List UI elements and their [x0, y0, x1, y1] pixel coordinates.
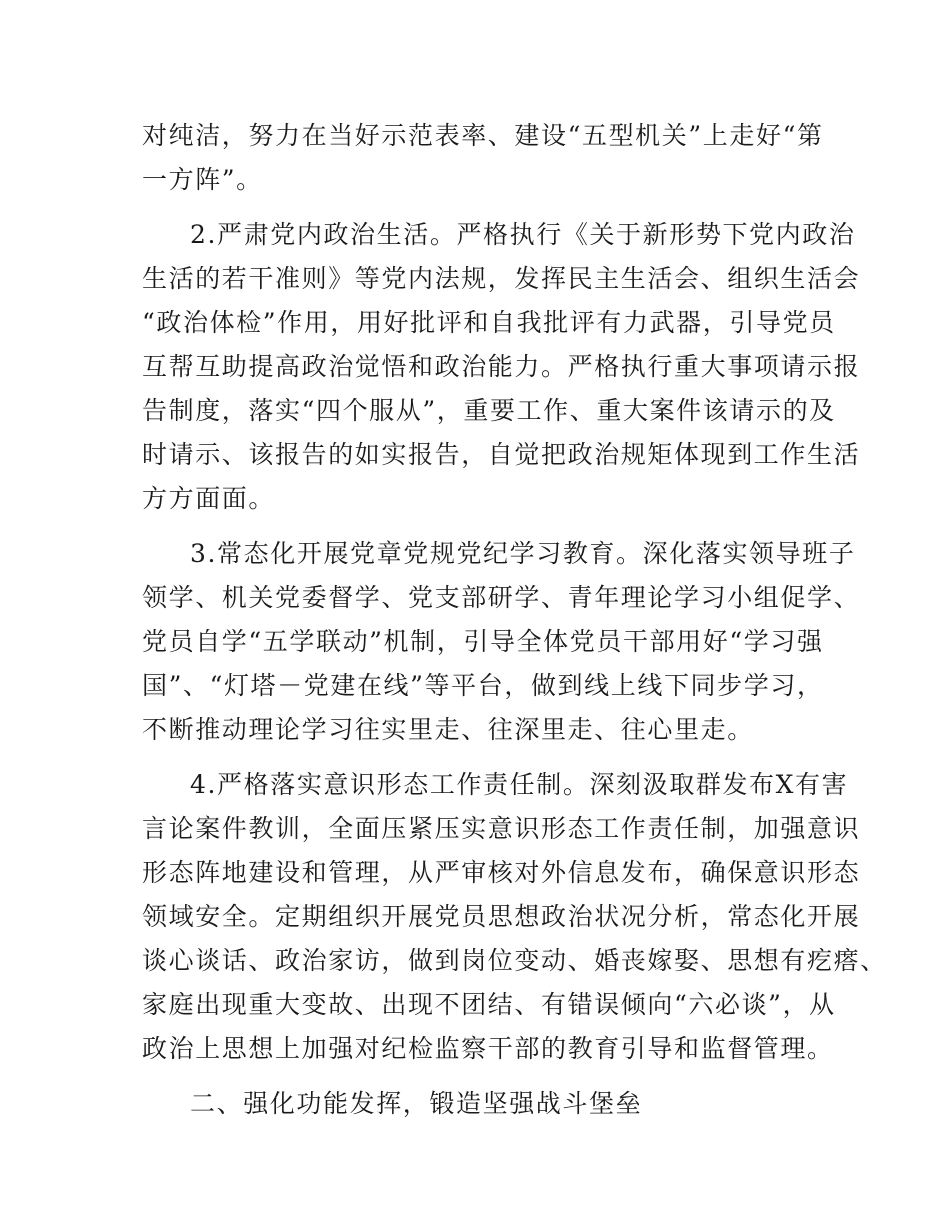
- text-line: 领域安全。定期组织开展党员思想政治状况分析，常态化开展: [142, 902, 861, 931]
- text-line: 形态阵地建设和管理，从严审核对外信息发布，确保意识形态: [142, 858, 861, 887]
- text-line: 党员自学“五学联动”机制，引导全体党员干部用好“学习强: [142, 627, 824, 656]
- paragraph-2-heading-line: 2.严肃党内政治生活。严格执行《关于新形势下党内政治: [190, 220, 856, 249]
- text-line: “政治体检”作用，用好批评和自我批评有力武器，引导党员: [142, 308, 836, 337]
- paragraph-4-heading-line: 4.严格落实意识形态工作责任制。深刻汲取群发布X有害: [190, 770, 849, 799]
- text-line: 家庭出现重大变故、出现不团结、有错误倾向“六必谈”，从: [142, 990, 836, 1019]
- text-line: 时请示、该报告的如实报告，自觉把政治规矩体现到工作生活: [142, 440, 861, 469]
- text-line: 不断推动理论学习往实里走、往深里走、往心里走。: [142, 715, 754, 744]
- text-line: 对纯洁，努力在当好示范表率、建设“五型机关”上走好“第: [142, 121, 824, 150]
- text-line: 互帮互助提高政治觉悟和政治能力。严格执行重大事项请示报: [142, 352, 861, 381]
- text-line: 政治上思想上加强对纪检监察干部的教育引导和监督管理。: [142, 1034, 834, 1063]
- section-heading: 二、强化功能发挥，锻造坚强战斗堡垒: [190, 1089, 643, 1118]
- text-line: 谈心谈话、政治家访，做到岗位变动、婚丧嫁娶、思想有疙瘩、: [142, 946, 887, 975]
- text-line: 生活的若干准则》等党内法规，发挥民主生活会、组织生活会: [142, 264, 861, 293]
- text-line: 言论案件教训，全面压紧压实意识形态工作责任制，加强意识: [142, 814, 861, 843]
- text-line: 国”、“灯塔－党建在线”等平台，做到线上线下同步学习，: [142, 671, 824, 700]
- text-line: 方方面面。: [142, 484, 276, 513]
- text-line: 告制度，落实“四个服从”，重要工作、重大案件该请示的及: [142, 396, 836, 425]
- text-line: 一方阵”。: [142, 165, 263, 194]
- text-line: 领学、机关党委督学、党支部研学、青年理论学习小组促学、: [142, 583, 861, 612]
- paragraph-3-heading-line: 3.常态化开展党章党规党纪学习教育。深化落实领导班子: [190, 539, 856, 568]
